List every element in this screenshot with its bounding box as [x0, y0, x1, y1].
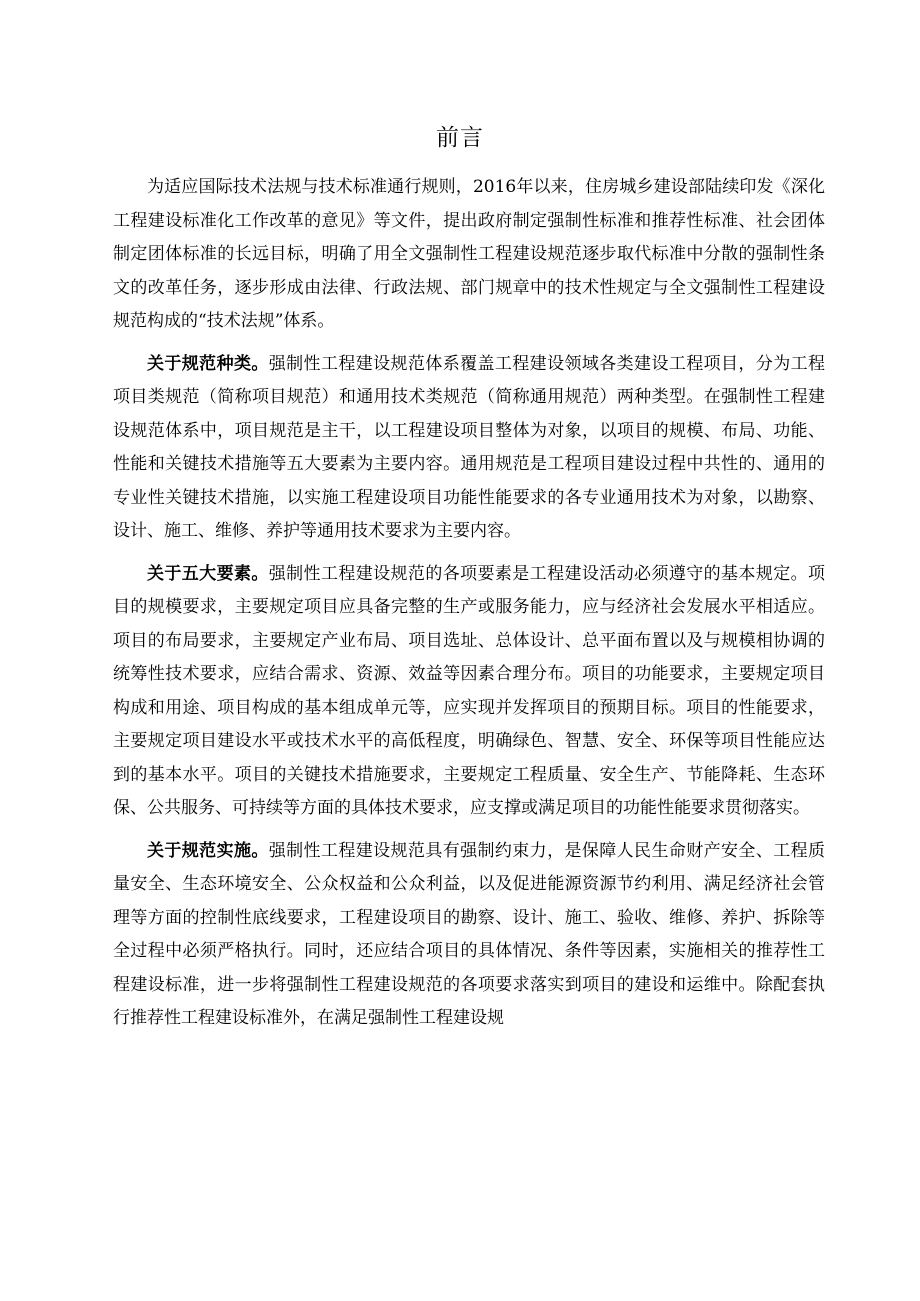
paragraph-five-elements: [113, 558, 825, 826]
paragraph-lead: 关于规范实施。: [147, 840, 269, 861]
paragraph-text: 强制性工程建设规范具有强制约束力，是保障人民生命财产安全、工程质量安全、生态环境安全、公众权益和公众利益，以及促进能源资源节约利用、满足经济社会管理等方面的控制性底线要求，工程建设项目的勘察、设计、施工、验收、维修、养护、拆除等全过程中必须严格执行。同时，还应结合项目的具体情况、条件等因素，实施相关的推荐性工程建设标准，进一步将强制性工程建设规范的各项要求落实到项目的建设和运维中。除配套执行推荐性工程建设标准外，在满足强制性工程建设规: [113, 840, 826, 1028]
paragraph-text: 为适应国际技术法规与技术标准通行规则，2016年以来，住房城乡建设部陆续印发《深化工程建设标准化工作改革的意见》等文件，提出政府制定强制性标准和推荐性标准、社会团体制定团体标准的长远目标，明确了用全文强制性工程建设规范逐步取代标准中分散的强制性条文的改革任务，逐步形成由法律、行政法规、部门规章中的技术性规定与全文强制性工程建设规范构成的“技术法规”体系。: [113, 177, 825, 331]
paragraph-norm-types: [113, 348, 825, 549]
paragraph-lead: 关于规范种类。: [147, 353, 269, 374]
page-title: 前言: [436, 125, 484, 151]
document-body: [113, 171, 825, 1045]
paragraph-implementation: [113, 835, 825, 1036]
paragraph-text: 强制性工程建设规范的各项要素是工程建设活动必须遵守的基本规定。项目的规模要求，主要规定项目应具备完整的生产或服务能力，应与经济社会发展水平相适应。项目的布局要求，主要规定产业布局、项目选址、总体设计、总平面布置以及与规模相协调的统筹性技术要求，应结合需求、资源、效益等因素合理分布。项目的功能要求，主要规定项目构成和用途、项目构成的基本组成单元等，应实现并发挥项目的预期目标。项目的性能要求，主要规定项目建设水平或技术水平的高低程度，明确绿色、智慧、安全、环保等项目性能应达到的基本水平。项目的关键技术措施要求，主要规定工程质量、安全生产、节能降耗、生态环保、公共服务、可持续等方面的具体技术要求，应支撑或满足项目的功能性能要求贯彻落实。: [113, 563, 826, 818]
paragraph-text: 强制性工程建设规范体系覆盖工程建设领域各类建设工程项目，分为工程项目类规范（简称项目规范）和通用技术类规范（简称通用规范）两种类型。在强制性工程建设规范体系中，项目规范是主干，以工程建设项目整体为对象，以项目的规模、布局、功能、性能和关键技术措施等五大要素为主要内容。通用规范是工程项目建设过程中共性的、通用的专业性关键技术措施，以实施工程建设项目功能性能要求的各专业通用技术为对象，以勘察、设计、施工、维修、养护等通用技术要求为主要内容。: [113, 353, 826, 541]
paragraph-intro: [113, 171, 825, 339]
paragraph-lead: 关于五大要素。: [147, 563, 269, 584]
